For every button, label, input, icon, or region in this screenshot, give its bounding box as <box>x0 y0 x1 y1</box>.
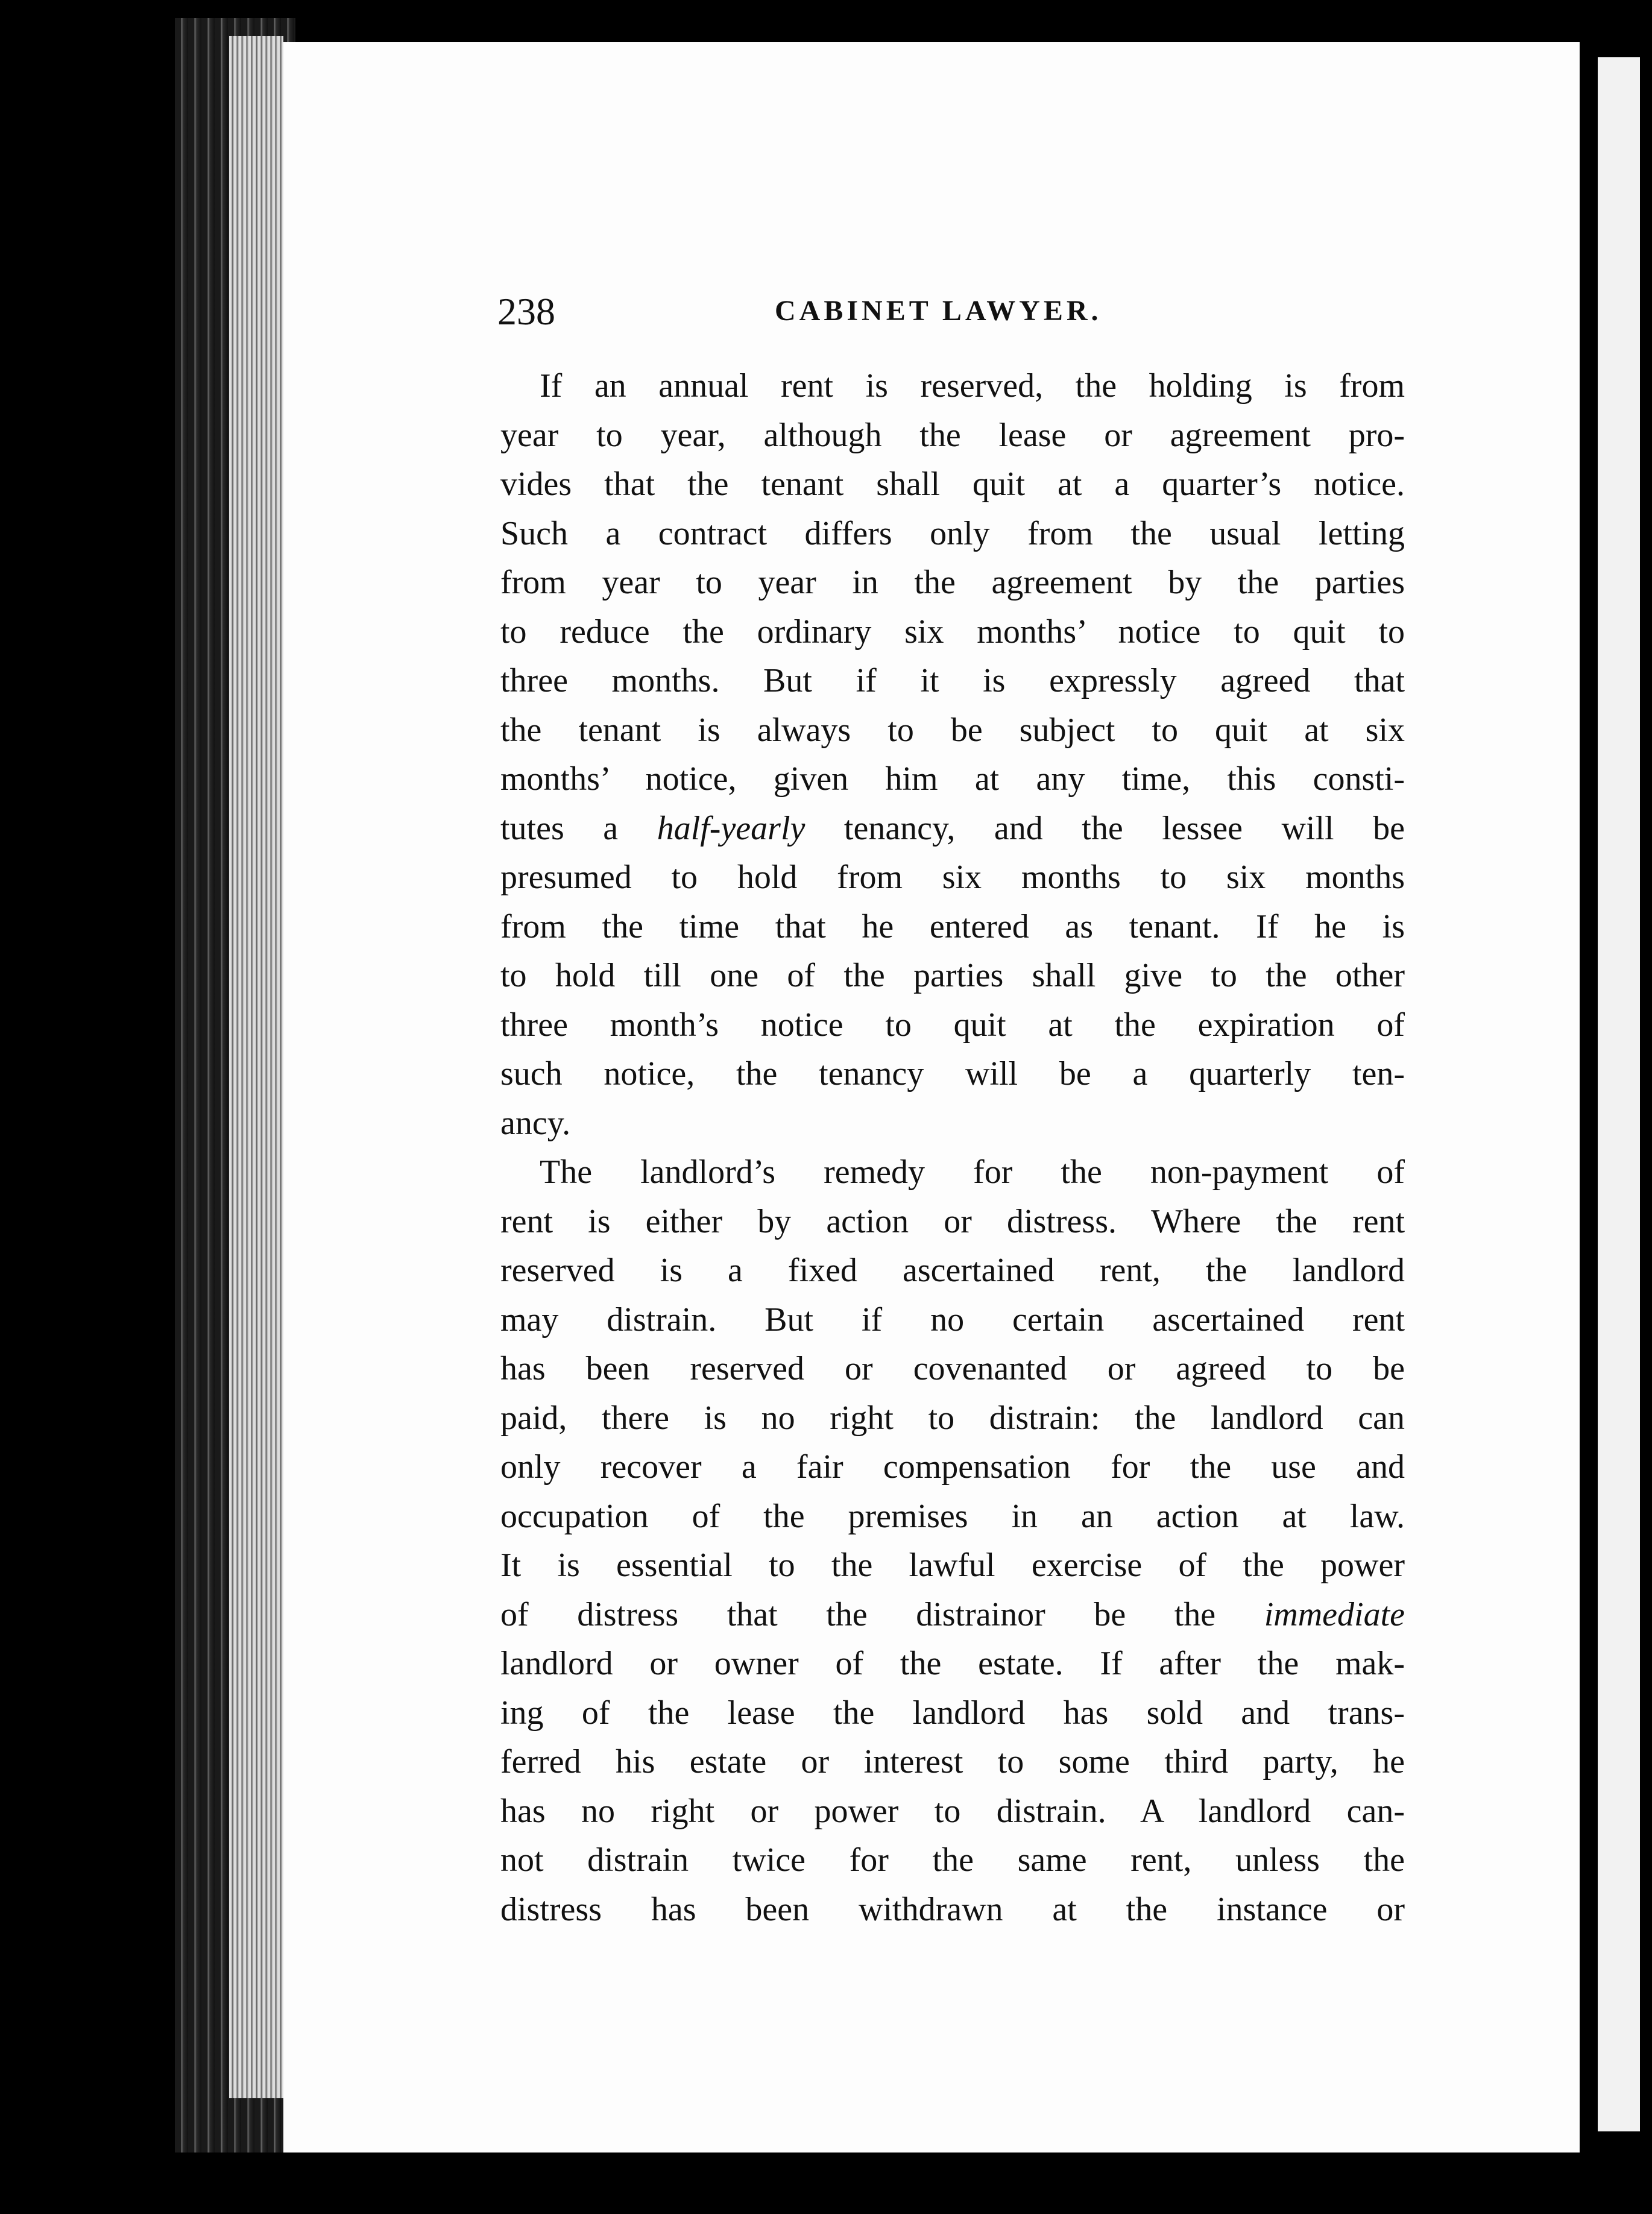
italic-term: immediate <box>1264 1595 1405 1633</box>
facing-page-edge <box>1598 57 1640 2131</box>
text-line: presumed to hold from six months to six months <box>500 859 1405 896</box>
text-line: such notice, the tenancy will be a quarterly ten- <box>500 1055 1405 1093</box>
text-line: paid, there is no right to distrain: the landlord can <box>500 1399 1405 1437</box>
body-text <box>500 362 1405 1934</box>
text-line: three months. But if it is expressly agreed that <box>500 662 1405 699</box>
text-line: ing of the lease the landlord has sold and trans- <box>500 1694 1405 1732</box>
text-line: three month’s notice to quit at the expiration of <box>500 1006 1405 1044</box>
text-line: ancy. <box>500 1104 571 1142</box>
text-line: from the time that he entered as tenant. If he is <box>500 907 1405 945</box>
text-line: to reduce the ordinary six months’ notice to quit to <box>500 613 1405 651</box>
text-line: occupation of the premises in an action at law. <box>500 1497 1405 1535</box>
text-line: may distrain. But if no certain ascertained rent <box>500 1301 1405 1339</box>
text-line: has no right or power to distrain. A landlord can- <box>500 1792 1405 1830</box>
text-line: months’ notice, given him at any time, this consti- <box>500 760 1405 798</box>
text-line: rent is either by action or distress. Where the rent <box>500 1202 1405 1240</box>
text-line: to hold till one of the parties shall give to the other <box>500 957 1405 994</box>
text-line: It is essential to the lawful exercise of the power <box>500 1547 1405 1584</box>
text-run: tenancy, and the lessee will be <box>805 809 1405 847</box>
italic-term: half-yearly <box>657 809 806 847</box>
text-line: ferred his estate or interest to some third party, he <box>500 1743 1405 1780</box>
text-line: The landlord’s remedy for the non-payment of <box>540 1153 1405 1191</box>
text-line <box>500 1591 1405 1640</box>
text-run: tutes a <box>500 809 657 847</box>
paragraph <box>500 362 1405 1148</box>
book-page-edges-inner <box>229 36 283 2098</box>
text-line: not distrain twice for the same rent, unless the <box>500 1841 1405 1879</box>
running-title: CABINET LAWYER. <box>775 295 1102 327</box>
text-line <box>500 804 1405 854</box>
page-header <box>497 289 1402 344</box>
text-line: If an annual rent is reserved, the holding is from <box>540 367 1405 405</box>
text-run: of distress that the distrainor be the <box>500 1595 1264 1633</box>
page-number: 238 <box>497 290 555 333</box>
text-line: distress has been withdrawn at the instance or <box>500 1890 1405 1928</box>
text-line: the tenant is always to be subject to quit at six <box>500 711 1405 749</box>
paragraph <box>500 1148 1405 1934</box>
text-line: year to year, although the lease or agreement pro- <box>500 416 1405 454</box>
text-line: reserved is a fixed ascertained rent, the landlord <box>500 1252 1405 1289</box>
text-line: Such a contract differs only from the usual letting <box>500 514 1405 552</box>
text-line: has been reserved or covenanted or agreed to be <box>500 1350 1405 1387</box>
text-line: landlord or owner of the estate. If after the mak- <box>500 1645 1405 1682</box>
text-line: vides that the tenant shall quit at a quarter’s notice. <box>500 465 1405 503</box>
text-line: from year to year in the agreement by the parties <box>500 564 1405 601</box>
text-line: only recover a fair compensation for the use and <box>500 1448 1405 1486</box>
